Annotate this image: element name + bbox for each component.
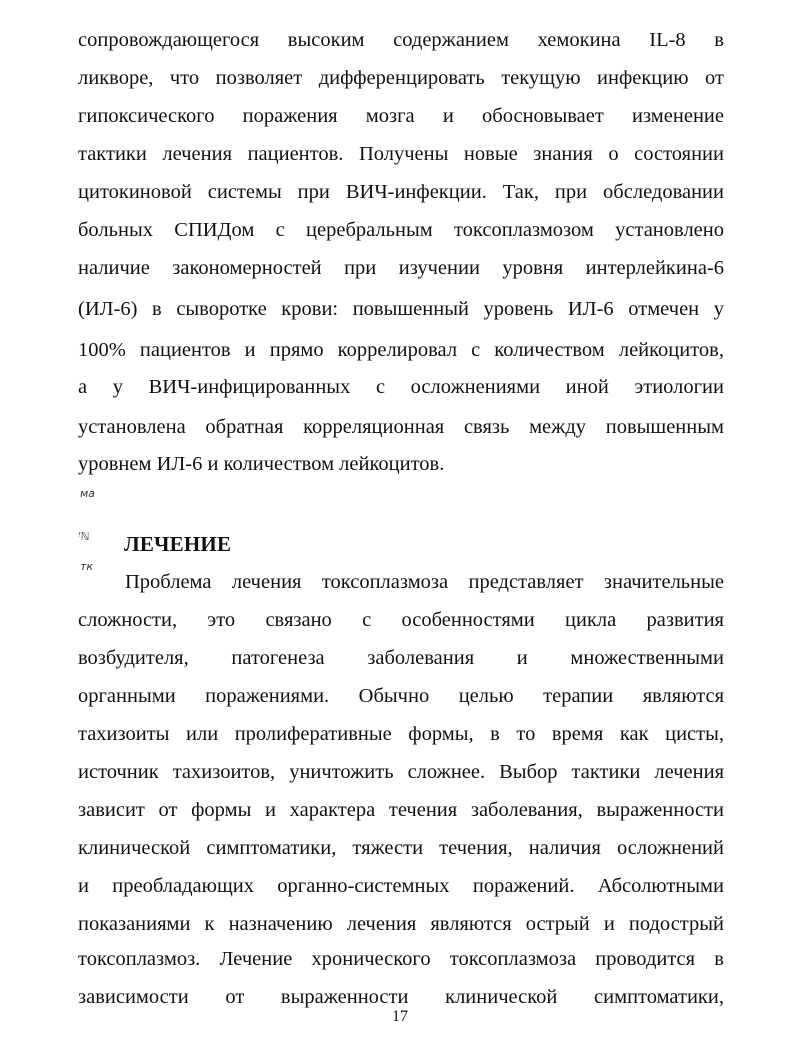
paragraph-1-line-4: тактики лечения пациентов. Получены новые знания о состоянии <box>78 143 724 165</box>
paragraph-2-line-1: Проблема лечения токсоплазмоза представляет значительные <box>125 571 724 593</box>
paragraph-2-line-12: зависимости от выраженности клинической симптоматики, <box>78 986 724 1008</box>
paragraph-1-line-9: 100% пациентов и прямо коррелировал с количеством лейкоцитов, <box>78 339 724 361</box>
paragraph-2-line-7: зависит от формы и характера течения заболевания, выраженности <box>78 799 724 821</box>
paragraph-2-line-9: и преобладающих органно-системных поражений. Абсолютными <box>78 875 724 897</box>
paragraph-2-line-4: органными поражениями. Обычно целью терапии являются <box>78 685 724 707</box>
page-number: 17 <box>392 1008 408 1025</box>
paragraph-1-line-1: сопровождающегося высоким содержанием хемокина IL-8 в <box>78 29 724 51</box>
paragraph-2-line-2: сложности, это связано с особенностями цикла развития <box>78 609 724 631</box>
paragraph-2-line-10: показаниями к назначению лечения являются острый и подострый <box>78 913 724 935</box>
paragraph-1-line-6: больных СПИДом с церебральным токсоплазмозом установлено <box>78 219 724 241</box>
paragraph-1-line-7: наличие закономерностей при изучении уровня интерлейкина-6 <box>78 257 724 279</box>
paragraph-1-line-8: (ИЛ-6) в сыворотке крови: повышенный уровень ИЛ-6 отмечен у <box>78 298 724 320</box>
paragraph-1-line-10: а у ВИЧ-инфицированных с осложнениями иной этиологии <box>78 376 724 398</box>
scan-artifact-mark: ма <box>80 487 96 500</box>
paragraph-1-line-12: уровнем ИЛ-6 и количеством лейкоцитов. <box>78 453 445 475</box>
scan-artifact-mark: ꜝℕ <box>78 530 90 543</box>
paragraph-2-line-11: токсоплазмоз. Лечение хронического токсоплазмоза проводится в <box>78 948 724 970</box>
paragraph-1-line-3: гипоксического поражения мозга и обосновывает изменение <box>78 105 724 127</box>
paragraph-2-line-8: клинической симптоматики, тяжести течения, наличия осложнений <box>78 837 724 859</box>
paragraph-2-line-6: источник тахизоитов, уничтожить сложнее. Выбор тактики лечения <box>78 761 724 783</box>
paragraph-2-line-3: возбудителя, патогенеза заболевания и множественными <box>78 647 724 669</box>
paragraph-1-line-5: цитокиновой системы при ВИЧ-инфекции. Так, при обследовании <box>78 181 724 203</box>
paragraph-2-line-5: тахизоиты или пролиферативные формы, в то время как цисты, <box>78 723 724 745</box>
paragraph-1-line-11: установлена обратная корреляционная связь между повышенным <box>78 416 724 438</box>
section-heading: ЛЕЧЕНИЕ <box>124 532 232 556</box>
scan-artifact-mark: тк <box>80 560 94 573</box>
paragraph-1-line-2: ликворе, что позволяет дифференцировать текущую инфекцию от <box>78 67 724 89</box>
